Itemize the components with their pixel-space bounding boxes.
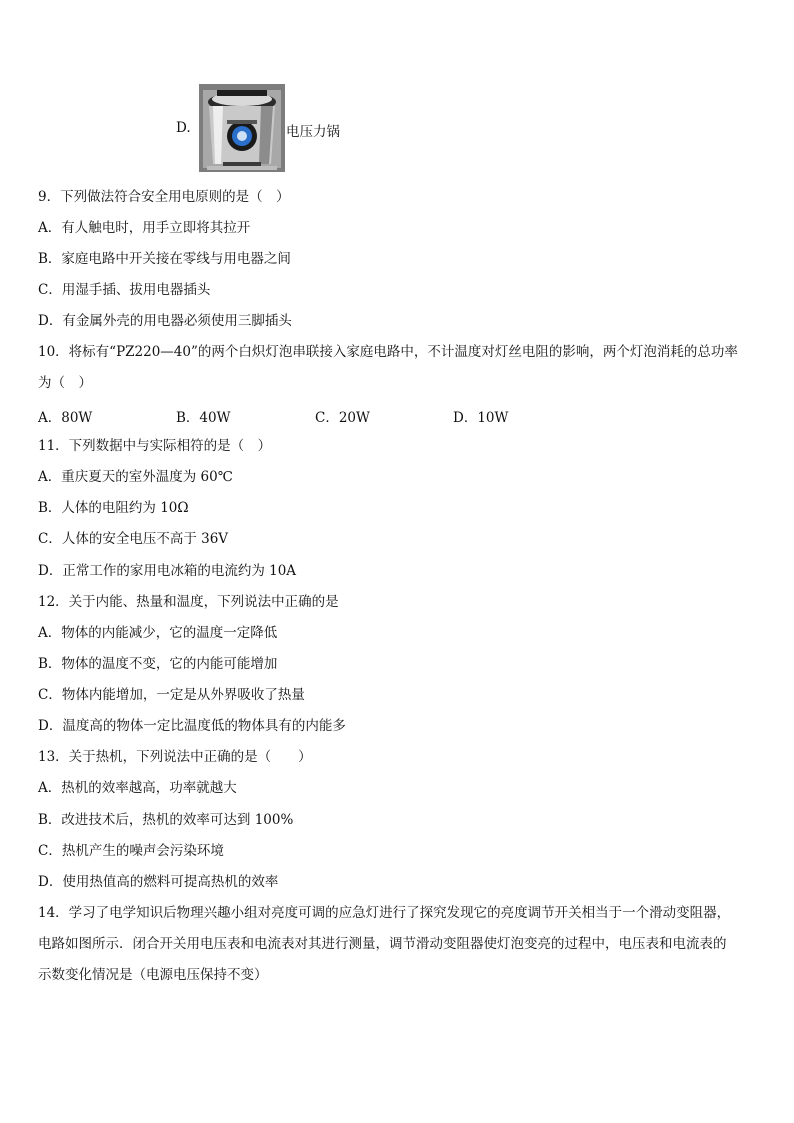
question-9-option-b: B．家庭电路中开关接在零线与用电器之间 — [38, 251, 291, 267]
question-10-option-a: A．80W — [38, 410, 93, 426]
question-10-option-d: D．10W — [453, 410, 509, 426]
question-14-stem-line1: 14．学习了电学知识后物理兴趣小组对亮度可调的应急灯进行了探究发现它的亮度调节开关相当于一个滑动变阻器， — [38, 905, 731, 921]
question-10-stem-line2: 为（ ） — [38, 375, 92, 391]
question-13-option-c: C．热机产生的噪声会污染环境 — [38, 843, 224, 859]
question-13-stem: 13．关于热机，下列说法中正确的是（ ） — [38, 749, 312, 765]
question-10-option-b: B．40W — [176, 410, 231, 426]
option-d-label: D. — [176, 120, 191, 136]
question-11-option-a: A．重庆夏天的室外温度为 60℃ — [38, 469, 233, 485]
question-13-option-b: B．改进技术后，热机的效率可达到 100% — [38, 812, 294, 828]
pressure-cooker-image — [199, 84, 285, 172]
question-14-stem-line2: 电路如图所示．闭合开关用电压表和电流表对其进行测量，调节滑动变阻器使灯泡变亮的过程中，电压表和电流表的 — [38, 936, 727, 952]
question-12-option-a: A．物体的内能减少，它的温度一定降低 — [38, 625, 278, 641]
question-13-option-d: D．使用热值高的燃料可提高热机的效率 — [38, 874, 279, 890]
question-14-stem-line3: 示数变化情况是（电源电压保持不变） — [38, 967, 268, 983]
question-12-option-d: D．温度高的物体一定比温度低的物体具有的内能多 — [38, 718, 346, 734]
question-9-option-c: C．用湿手插、拔用电器插头 — [38, 282, 211, 298]
question-12-option-b: B．物体的温度不变，它的内能可能增加 — [38, 656, 278, 672]
question-9-option-d: D．有金属外壳的用电器必须使用三脚插头 — [38, 313, 292, 329]
question-10-stem-line1: 10．将标有“PZ220—40”的两个白炽灯泡串联接入家庭电路中，不计温度对灯丝电阻的影响，两个灯泡消耗的总功率 — [38, 344, 738, 360]
question-9-option-a: A．有人触电时，用手立即将其拉开 — [38, 220, 251, 236]
question-13-option-a: A．热机的效率越高，功率就越大 — [38, 780, 237, 796]
question-11-stem: 11．下列数据中与实际相符的是（ ） — [38, 438, 272, 454]
question-9-stem: 9．下列做法符合安全用电原则的是（ ） — [38, 189, 290, 205]
question-12-option-c: C．物体内能增加，一定是从外界吸收了热量 — [38, 687, 305, 703]
question-11-option-d: D．正常工作的家用电冰箱的电流约为 10A — [38, 563, 297, 579]
option-d-text: 电压力锅 — [286, 124, 340, 140]
question-11-option-c: C．人体的安全电压不高于 36V — [38, 531, 229, 547]
question-10-option-c: C．20W — [315, 410, 370, 426]
question-11-option-b: B．人体的电阻约为 10Ω — [38, 500, 189, 516]
question-12-stem: 12．关于内能、热量和温度，下列说法中正确的是 — [38, 594, 339, 610]
